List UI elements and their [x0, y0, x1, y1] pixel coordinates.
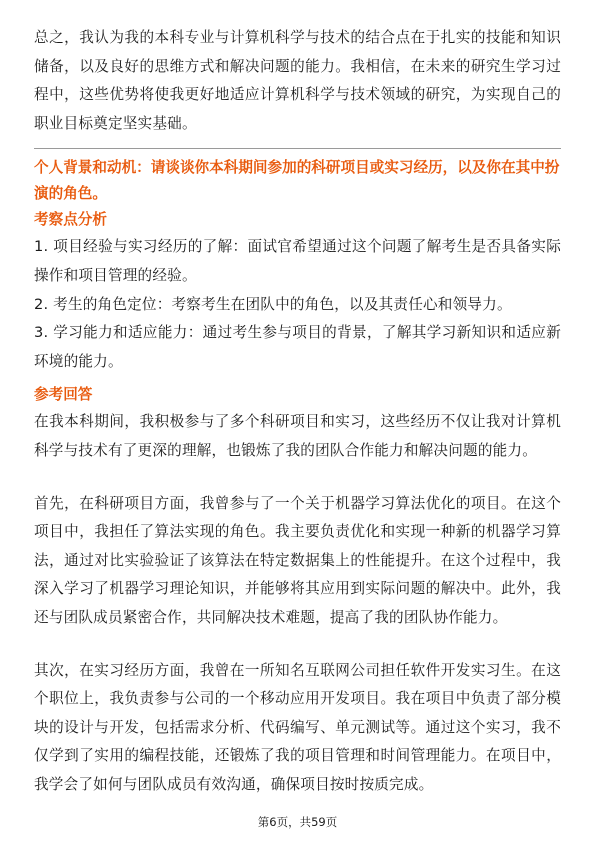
spacer	[34, 466, 561, 490]
answer-paragraph-3: 其次，在实习经历方面，我曾在一所知名互联网公司担任软件开发实习生。在这个职位上，我负责参与公司的一个移动应用开发项目。我在项目中负责了部分模块的设计与开发，包括需求分析、代码编写、单元测试等。通过这个实习，我不仅学到了实用的编程技能，还锻炼了我的项目管理和时间管理能力。在项目中，我学会了如何与团队成员有效沟通，确保项目按时按质完成。	[34, 661, 561, 793]
analysis-item-2: 2. 考生的角色定位：考察考生在团队中的角色，以及其责任心和领导力。	[34, 295, 512, 313]
analysis-heading: 考察点分析	[34, 211, 107, 229]
analysis-item-1: 1. 项目经验与实习经历的了解：面试官希望通过这个问题了解考生是否具备实际操作和项目管理的经验。	[34, 238, 561, 284]
page-number-footer: 第6页，共59页	[257, 815, 338, 829]
spacer	[34, 633, 561, 657]
answer-heading: 参考回答	[34, 386, 93, 404]
question-heading: 个人背景和动机：请谈谈你本科期间参加的科研项目或实习经历，以及你在其中扮演的角色。	[34, 159, 560, 203]
analysis-item-3: 3. 学习能力和适应能力：通过考生参与项目的背景，了解其学习新知识和适应新环境的能力。	[34, 324, 561, 370]
section-divider	[34, 148, 561, 149]
answer-paragraph-1: 在我本科期间，我积极参与了多个科研项目和实习，这些经历不仅让我对计算机科学与技术有了更深的理解，也锻炼了我的团队合作能力和解决问题的能力。	[34, 413, 561, 459]
document-page	[34, 24, 561, 799]
intro-paragraph: 总之，我认为我的本科专业与计算机科学与技术的结合点在于扎实的技能和知识储备，以及良好的思维方式和解决问题的能力。我相信，在未来的研究生学习过程中，这些优势将使我更好地适应计算机科学与技术领域的研究，为实现自己的职业目标奠定坚实基础。	[34, 29, 561, 132]
answer-paragraph-2: 首先，在科研项目方面，我曾参与了一个关于机器学习算法优化的项目。在这个项目中，我担任了算法实现的角色。我主要负责优化和实现一种新的机器学习算法，通过对比实验验证了该算法在特定数据集上的性能提升。在这个过程中，我深入学习了机器学习理论知识，并能够将其应用到实际问题的解决中。此外，我还与团队成员紧密合作，共同解决技术难题，提高了我的团队协作能力。	[34, 494, 561, 626]
